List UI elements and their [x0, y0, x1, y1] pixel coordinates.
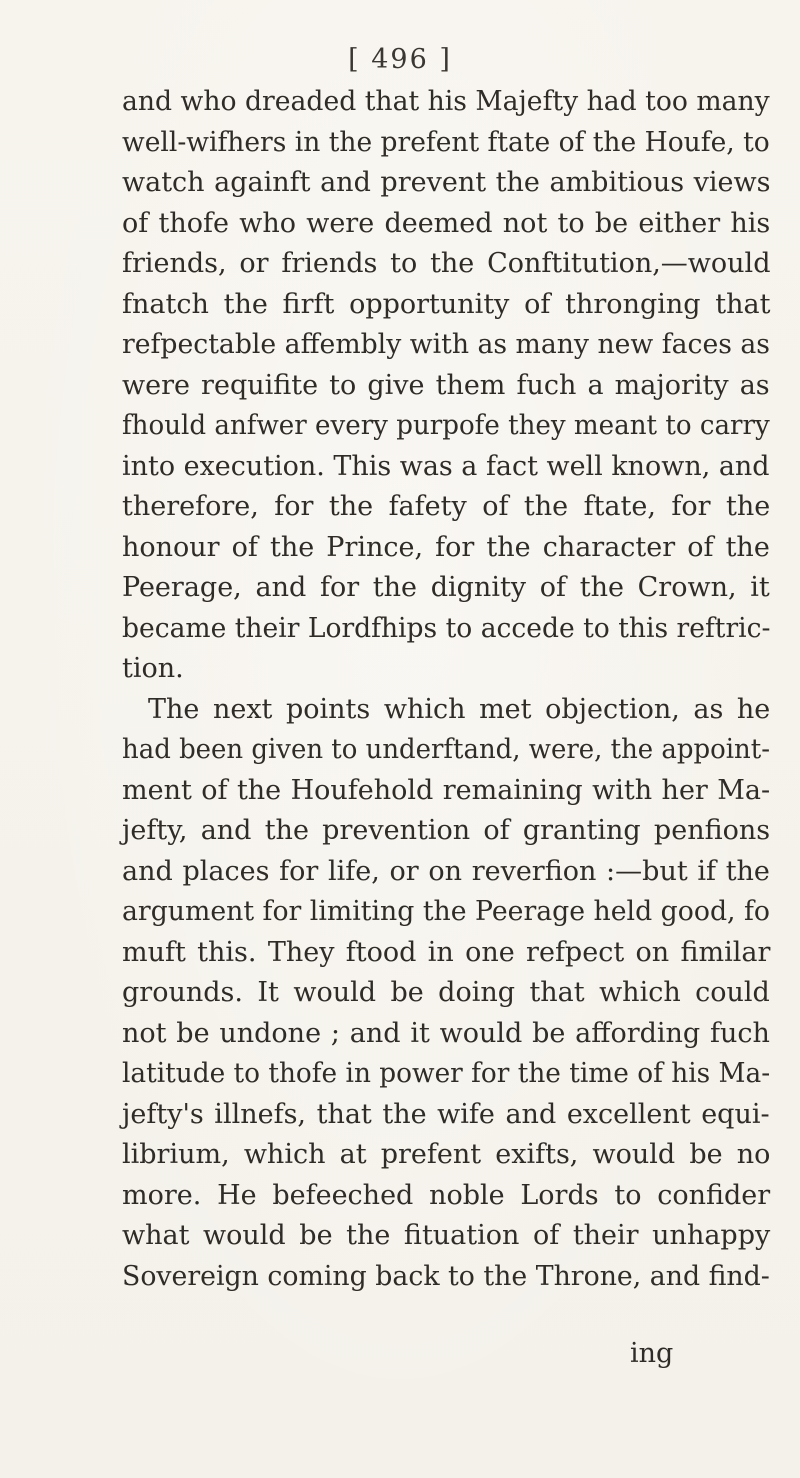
- text-line: therefore, for the fafety of the ftate, for the: [122, 491, 771, 522]
- text-line: fnatch the firft opportunity of thronging that: [122, 288, 771, 320]
- text-line: fhould anfwer every purpofe they meant to carry: [122, 410, 770, 441]
- text-line: honour of the Prince, for the character of the: [122, 531, 770, 563]
- text-line: tion.: [122, 653, 184, 684]
- text-line: Sovereign coming back to the Throne, and find-: [122, 1260, 770, 1292]
- text-line: argument for limiting the Peerage held good, fo: [122, 896, 770, 927]
- text-line: and places for life, or on reverfion :—but if the: [122, 855, 770, 887]
- text-line: well-wifhers in the prefent ftate of the Houfe, to: [122, 126, 770, 158]
- text-line: grounds. It would be doing that which could: [122, 977, 770, 1008]
- text-line: what would be the fituation of their unhappy: [122, 1220, 771, 1251]
- text-line: jefty's illnefs, that the wife and excellent equi-: [122, 1098, 770, 1130]
- text-line: latitude to thofe in power for the time of his Ma-: [122, 1058, 771, 1089]
- text-line: The next points which met objection, as he: [148, 693, 771, 725]
- text-line: refpectable affembly with as many new faces as: [122, 329, 770, 360]
- catchword: ing: [630, 1338, 674, 1369]
- text-line: Peerage, and for the dignity of the Crown, it: [122, 572, 770, 603]
- text-line: watch againft and prevent the ambitious views: [122, 167, 771, 198]
- text-line: friends, or friends to the Conftitution,—would: [122, 248, 771, 279]
- text-line: into execution. This was a fact well known, and: [122, 450, 770, 482]
- text-line: muft this. They ftood in one refpect on fimilar: [122, 936, 771, 968]
- text-line: ment of the Houfehold remaining with her Ma-: [122, 774, 771, 806]
- text-line: librium, which at prefent exifts, would be no: [122, 1139, 771, 1170]
- text-line: more. He befeeched noble Lords to confider: [122, 1179, 771, 1211]
- text-line: and who dreaded that his Majefty had too many: [122, 86, 770, 117]
- text-line: were requifite to give them fuch a majority as: [122, 369, 770, 401]
- text-line: jefty, and the prevention of granting penfions: [122, 815, 771, 846]
- text-line: became their Lordfhips to accede to this reftric-: [122, 612, 771, 644]
- page-number-header: [ 496 ]: [348, 44, 452, 75]
- text-line: of thofe who were deemed not to be either his: [122, 207, 771, 239]
- text-line: not be undone ; and it would be affording fuch: [122, 1017, 770, 1049]
- text-line: had been given to underftand, were, the appoint-: [122, 734, 770, 765]
